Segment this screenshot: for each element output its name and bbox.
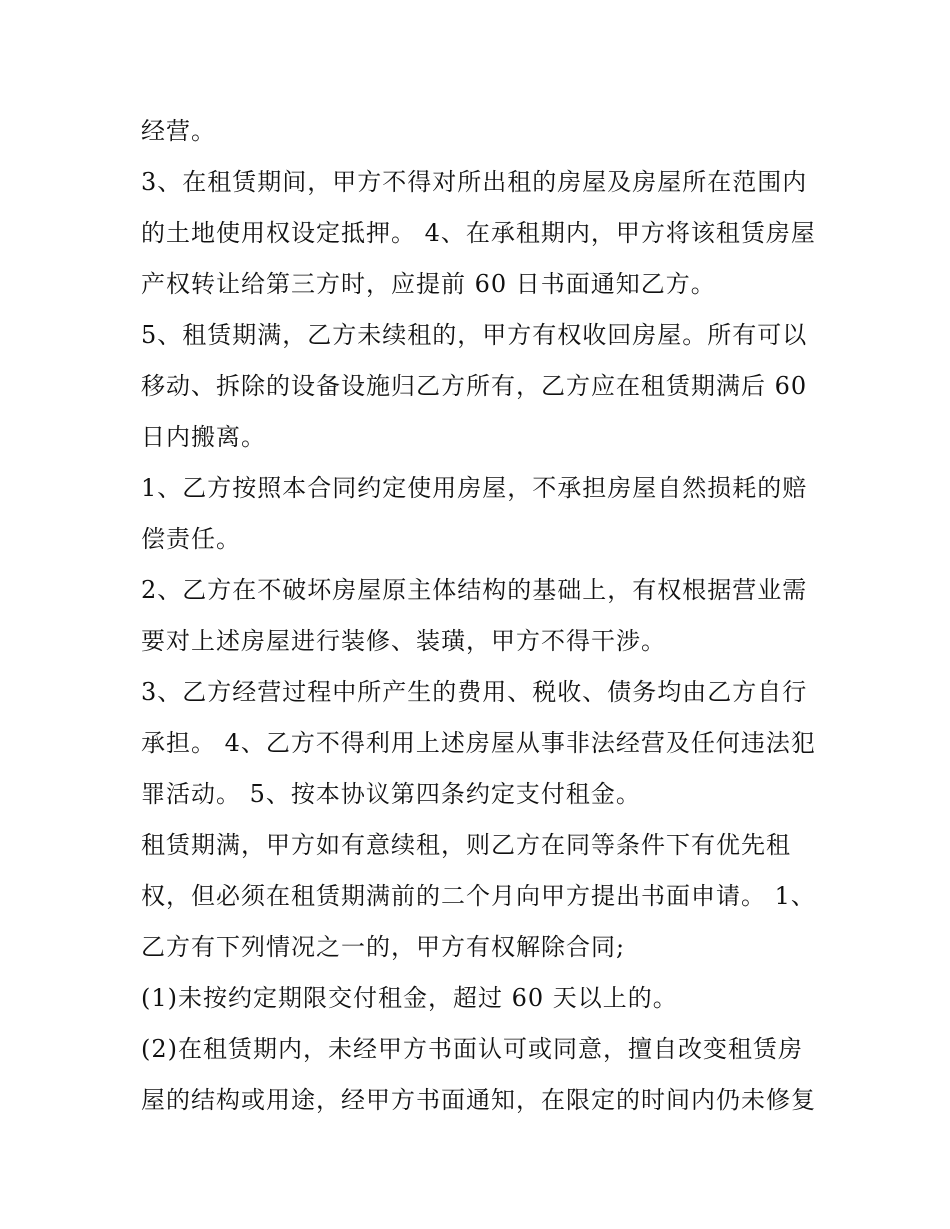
- text-line: (2)在租赁期内，未经甲方书面认可或同意，擅自改变租赁房: [141, 1035, 803, 1063]
- text-line: 经营。: [141, 117, 216, 145]
- text-line: 2、乙方在不破坏房屋原主体结构的基础上，有权根据营业需: [141, 576, 808, 604]
- text-line: 5、租赁期满，乙方未续租的，甲方有权收回房屋。所有可以: [141, 321, 808, 349]
- text-line: 的土地使用权设定抵押。 4、在承租期内，甲方将该租赁房屋: [141, 219, 816, 247]
- text-line: 租赁期满，甲方如有意续租，则乙方在同等条件下有优先租: [141, 831, 791, 859]
- text-line: 移动、拆除的设备设施归乙方所有，乙方应在租赁期满后 60: [141, 372, 808, 400]
- text-line: 承担。 4、乙方不得利用上述房屋从事非法经营及任何违法犯: [141, 729, 816, 757]
- text-line: 3、在租赁期间，甲方不得对所出租的房屋及房屋所在范围内: [141, 168, 808, 196]
- text-line: 产权转让给第三方时，应提前 60 日书面通知乙方。: [141, 270, 716, 298]
- text-line: 罪活动。 5、按本协议第四条约定支付租金。: [141, 780, 641, 808]
- text-line: (1)未按约定期限交付租金，超过 60 天以上的。: [141, 984, 678, 1012]
- text-line: 3、乙方经营过程中所产生的费用、税收、债务均由乙方自行: [141, 678, 808, 706]
- text-line: 屋的结构或用途，经甲方书面通知，在限定的时间内仍未修复: [141, 1086, 816, 1114]
- text-line: 乙方有下列情况之一的，甲方有权解除合同;: [141, 933, 626, 961]
- text-line: 偿责任。: [141, 525, 241, 553]
- document-body: [141, 106, 831, 1126]
- text-line: 要对上述房屋进行装修、装璜，甲方不得干涉。: [141, 627, 666, 655]
- text-line: 1、乙方按照本合同约定使用房屋，不承担房屋自然损耗的赔: [141, 474, 808, 502]
- text-line: 权，但必须在租赁期满前的二个月向甲方提出书面申请。 1、: [141, 882, 816, 910]
- text-line: 日内搬离。: [141, 423, 266, 451]
